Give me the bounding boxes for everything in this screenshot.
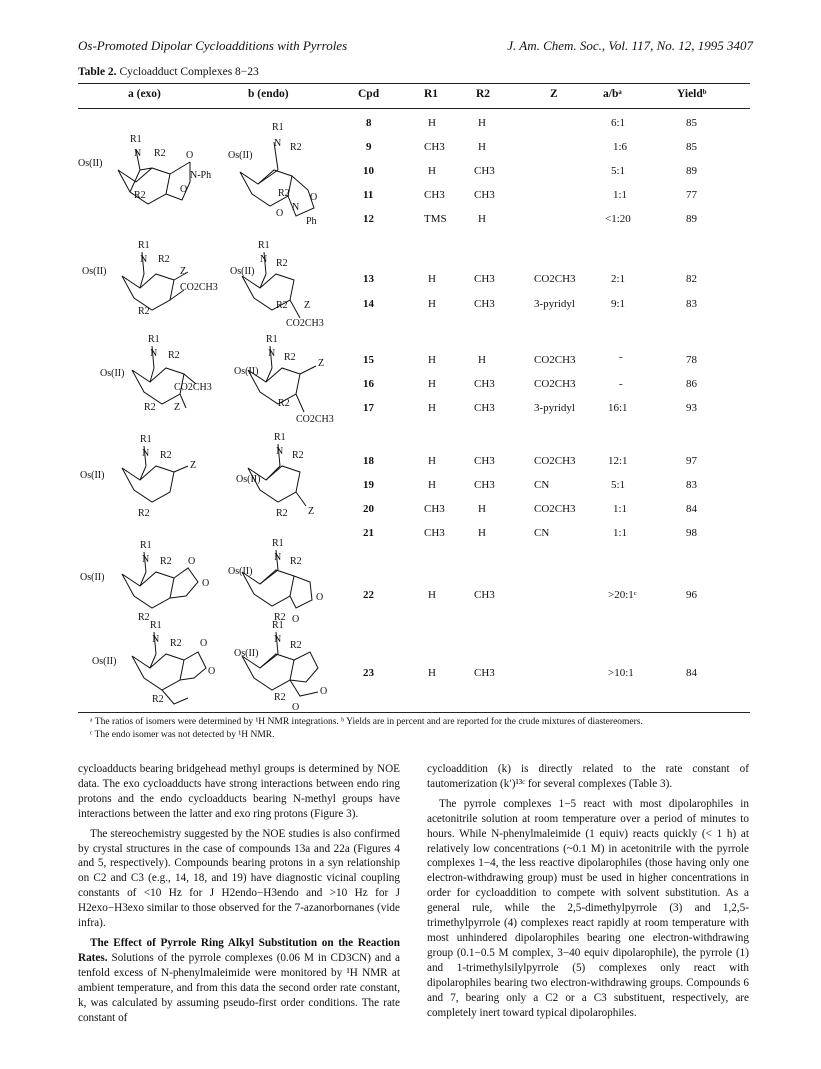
table-row-cpd: 21 [363,527,374,539]
r2-label: R2 [290,640,302,651]
body-left-column [78,762,400,1025]
o-label: O [188,556,196,567]
r2-label: R2 [276,300,288,311]
o-label: O [292,702,300,712]
r1-label: R1 [130,134,142,145]
table-row-r1: H [428,589,436,601]
table-row-yield: 89 [686,213,697,225]
structure-exo-2 [122,252,188,310]
table-row-r1: H [428,479,436,491]
table-row-z: 3-pyridyl [534,298,575,310]
structure-exo-6 [132,632,206,704]
table-row-cpd: 18 [363,455,374,467]
os-label: Os(II) [82,266,107,277]
os-label: Os(II) [100,368,125,379]
os-label: Os(II) [92,656,117,667]
table-row-cpd: 13 [363,273,374,285]
table-row-cpd: 10 [363,165,374,177]
o-label: O [316,592,324,603]
table-row-r2: CH3 [474,165,495,177]
table-bottom-rule [78,712,750,713]
r1-label: R1 [150,620,162,631]
column-header-yield: Yieldᵇ [677,88,707,100]
table-row-r1: H [428,402,436,414]
table-row-cpd: 11 [363,189,374,201]
table-row-yield: 78 [686,354,697,366]
r2-label: R2 [152,694,164,705]
table-row-r1: TMS [424,213,447,225]
os-label: Os(II) [80,470,105,481]
column-header-cpd: Cpd [358,88,380,100]
table-row-cpd: 14 [363,298,374,310]
os-label: Os(II) [230,266,255,277]
section-heading: The Effect of Pyrrole Ring Alkyl Substitution on the Reaction Rates. [78,936,400,964]
column-header-b: b (endo) [248,88,289,100]
table-row-r2: CH3 [474,273,495,285]
r2-label: R2 [160,556,172,567]
r2-label: R2 [154,148,166,159]
co2ch3-label: CO2CH3 [180,282,218,293]
table-row-z: 3-pyridyl [534,402,575,414]
table-row-r2: H [478,527,486,539]
table-footnote-c: ᶜ The endo isomer was not detected by ¹H NMR. [90,730,275,740]
table-row-cpd: 12 [363,213,374,225]
table-row-r2: H [478,213,486,225]
table-row-ab: 1:1 [613,527,628,539]
table-row-yield: 77 [686,189,697,201]
r2-label: R2 [274,692,286,703]
table-title: Cycloadduct Complexes 8−23 [119,66,259,78]
table-row-yield: 83 [686,479,697,491]
table-row-ab: 12:1 [608,455,628,467]
os-label: Os(II) [228,150,253,161]
r1-label: R1 [272,538,284,549]
table-row-r1: H [428,354,436,366]
table-label: Table 2. [78,66,117,78]
r2-label: R2 [290,142,302,153]
z-label: Z [308,506,315,517]
o-label: O [180,184,188,195]
body-text: Solutions of the pyrrole complexes (0.06 M in CD3CN) and a tenfold excess of N-phenylmaleimide were monitored by ¹H NMR at ambient temperature, and from this data the second order rate constant, k, was calculated by assuming pseudo-first order conditions. The rate constant of [78,951,400,1024]
n-label: N [274,138,282,149]
table-row-cpd: 8 [366,117,372,129]
co2ch3-label: CO2CH3 [174,382,212,393]
column-header-ab: a/bᵃ [603,88,622,100]
r2-label: R2 [134,190,146,201]
table-row-yield: 93 [686,402,697,414]
r2-label: R2 [158,254,170,265]
r1-label: R1 [266,334,278,345]
z-label: Z [190,460,197,471]
running-header-left: Os-Promoted Dipolar Cycloadditions with Pyrroles [78,38,348,53]
column-header-a: a (exo) [128,88,161,100]
table-row-cpd: 20 [363,503,374,515]
n-label: N [152,634,160,645]
table-row-r2: CH3 [474,667,495,679]
table-row-cpd: 22 [363,589,374,601]
table-row-r1: H [428,165,436,177]
n-label: N [140,254,148,265]
r2-label: R2 [284,352,296,363]
table-row-r1: H [428,117,436,129]
o-label: O [200,638,208,649]
table-row-yield: 85 [686,141,697,153]
table-row-r2: CH3 [474,298,495,310]
ph-label: Ph [306,216,317,227]
n-label: N [268,348,276,359]
r2-label: R2 [144,402,156,413]
table-row-r2: H [478,117,486,129]
table-row-z: CN [534,527,550,539]
n-label: N [260,254,268,265]
r2-label: R2 [274,612,286,623]
table-row-ab: 6:1 [611,117,626,129]
table-row-ab: - [619,351,623,363]
o-label: O [208,666,216,677]
table-row-r1: H [428,298,436,310]
table-row-r2: CH3 [474,589,495,601]
column-header-z: Z [550,88,558,100]
table-row-ab: 16:1 [608,402,628,414]
table-row-yield: 83 [686,298,697,310]
table-header-rule [78,108,750,109]
r1-label: R1 [138,240,150,251]
body-paragraph: The pyrrole complexes 1−5 react with most dipolarophiles in acetonitrile solution at room temperature over a period of minutes to hours. While N-phenylmaleimide (1 equiv) reacts quickly (< 1 h) at relatively low concentrations (~0.1 M) in acetonitrile with the pyrrole complexes 1−4, the less reactive dipolarophiles (those having only one electron-withdrawing group) must be used in higher concentrations in order for cycloaddition to compete with solvent substitution. As a general rule, while the 2,5-dimethylpyrrole (3) and 1,2,5-trimethylpyrrole (4) complexes react rapidly at room temperature with most unhindered dipolarophiles bearing one electron-withdrawing group (0.1−0.5 M complex, 3−40 equiv dipolarophile), the pyrrole (1) and 1-trimethylsilylpyrrole (5) complexes only react with dipolarophiles bearing two electron-withdrawing groups. Compounds 6 and 7, bearing only a C2 or a C3 substituent, respectively, are completely inert toward typical dipolarophiles. [427,797,749,1019]
os-label: Os(II) [228,566,253,577]
body-right-column [427,762,749,1020]
table-footnote-a-b: ᵃ The ratios of isomers were determined by ¹H NMR integrations. ᵇ Yields are in percent and are reported for the crude mixtures of diastereomers. [90,717,643,727]
n-label: N [142,554,150,565]
table-row-cpd: 9 [366,141,372,153]
n-label: N [274,552,282,563]
os-label: Os(II) [234,648,259,659]
table-row-yield: 82 [686,273,697,285]
n-label: N [292,202,300,213]
o-label: O [202,578,210,589]
o-label: O [320,686,328,697]
table-row-r1: CH3 [424,527,445,539]
table-row-cpd: 23 [363,667,374,679]
r2-label: R2 [278,398,290,409]
o-label: O [310,192,318,203]
os-label: Os(II) [234,366,259,377]
n-label: N [274,634,282,645]
n-label: N [276,446,284,457]
r2-label: R2 [138,306,150,317]
table-row-r1: H [428,667,436,679]
structure-endo-2 [242,252,300,318]
r2-label: R2 [160,450,172,461]
table-row-r1: H [428,455,436,467]
table-row-ab: 1:1 [613,189,628,201]
structure-exo-3 [132,346,196,408]
table-row-yield: 96 [686,589,697,601]
table-row-r2: CH3 [474,455,495,467]
table-row-r2: CH3 [474,479,495,491]
table-row-ab: 2:1 [611,273,626,285]
r2-label: R2 [168,350,180,361]
column-header-r2: R2 [476,88,491,100]
r1-label: R1 [140,540,152,551]
table-row-r2: CH3 [474,189,495,201]
body-paragraph-with-heading [78,936,400,1025]
n-label: N [150,348,158,359]
nph-label: N-Ph [190,170,212,181]
z-label: Z [304,300,311,311]
o-label: O [276,208,284,219]
co2ch3-label: CO2CH3 [286,318,324,329]
body-paragraph: cycloadducts bearing bridgehead methyl groups is determined by NOE data. The exo cycloadducts have strong interactions between endo ring protons and the endo cycloadducts bearing N-methyl groups have interactions between the latter and exo ring protons (Figure 3). [78,763,400,820]
r2-label: R2 [138,612,150,623]
body-paragraph: cycloaddition (k) is directly related to the rate constant of tautomerization (k′)¹³ᶜ for several complexes (Table 3). [427,763,749,790]
table-row-z: CN [534,479,550,491]
table-row-r1: CH3 [424,503,445,515]
structure-exo-4 [122,446,188,502]
table-row-ab: <1:20 [605,213,631,225]
table-row-yield: 98 [686,527,697,539]
co2ch3-label: CO2CH3 [296,414,334,425]
r1-label: R1 [148,334,160,345]
r2-label: R2 [276,258,288,269]
os-label: Os(II) [236,474,261,485]
table-row-yield: 84 [686,503,697,515]
table-row-ab: >10:1 [608,667,634,679]
os-label: Os(II) [78,158,103,169]
body-paragraph: The stereochemistry suggested by the NOE studies is also confirmed by crystal structures in the case of compounds 13a and 22a (Figures 4 and 5, respectively). Compounds bearing protons in a syn relationship on C2 and C3 (e.g., 14, 18, and 19) have diagnostic vicinal coupling constants of <10 Hz for J H2endo−H3endo and >10 Hz for J H2exo−H3exo similar to those observed for the 7-azanorbornanes (vide infra). [78,827,400,930]
structure-drawings [78,112,358,712]
table-row-r1: H [428,378,436,390]
table-row-z: CO2CH3 [534,378,576,390]
table-row-ab: 5:1 [611,479,626,491]
table-row-yield: 89 [686,165,697,177]
table-row-yield: 86 [686,378,697,390]
table-row-z: CO2CH3 [534,354,576,366]
r1-label: R1 [258,240,270,251]
table-row-z: CO2CH3 [534,273,576,285]
r2-label: R2 [170,638,182,649]
os-label: Os(II) [80,572,105,583]
r1-label: R1 [274,432,286,443]
r2-label: R2 [278,188,290,199]
r2-label: R2 [138,508,150,519]
table-row-r2: H [478,354,486,366]
table-row-ab: 9:1 [611,298,626,310]
o-label: O [186,150,194,161]
n-label: N [142,448,150,459]
table-row-r1: H [428,273,436,285]
table-row-yield: 84 [686,667,697,679]
z-label: Z [318,358,325,369]
r2-label: R2 [290,556,302,567]
table-row-ab: 5:1 [611,165,626,177]
table-row-r2: H [478,503,486,515]
table-row-yield: 97 [686,455,697,467]
r2-label: R2 [276,508,288,519]
table-row-r2: H [478,141,486,153]
r2-label: R2 [292,450,304,461]
o-label: O [292,614,300,625]
table-row-ab: - [619,378,623,390]
table-top-rule [78,83,750,84]
column-header-r1: R1 [424,88,439,100]
z-label: Z [174,402,181,413]
table-row-yield: 85 [686,117,697,129]
table-row-cpd: 16 [363,378,374,390]
table-row-cpd: 15 [363,354,374,366]
table-row-z: CO2CH3 [534,503,576,515]
n-label: N [134,148,142,159]
running-header-right: J. Am. Chem. Soc., Vol. 117, No. 12, 1995 3407 [507,38,753,53]
r1-label: R1 [272,620,284,631]
table-row-r2: CH3 [474,402,495,414]
table-row-z: CO2CH3 [534,455,576,467]
r1-label: R1 [140,434,152,445]
table-row-cpd: 19 [363,479,374,491]
table-row-r1: CH3 [424,141,445,153]
table-row-ab: >20:1ᶜ [608,589,637,601]
r1-label: R1 [272,122,284,133]
z-label: Z [180,266,187,277]
table-row-ab: 1:6 [613,141,628,153]
table-caption [78,66,259,78]
table-row-cpd: 17 [363,402,374,414]
table-row-ab: 1:1 [613,503,628,515]
table-row-r1: CH3 [424,189,445,201]
table-row-r2: CH3 [474,378,495,390]
